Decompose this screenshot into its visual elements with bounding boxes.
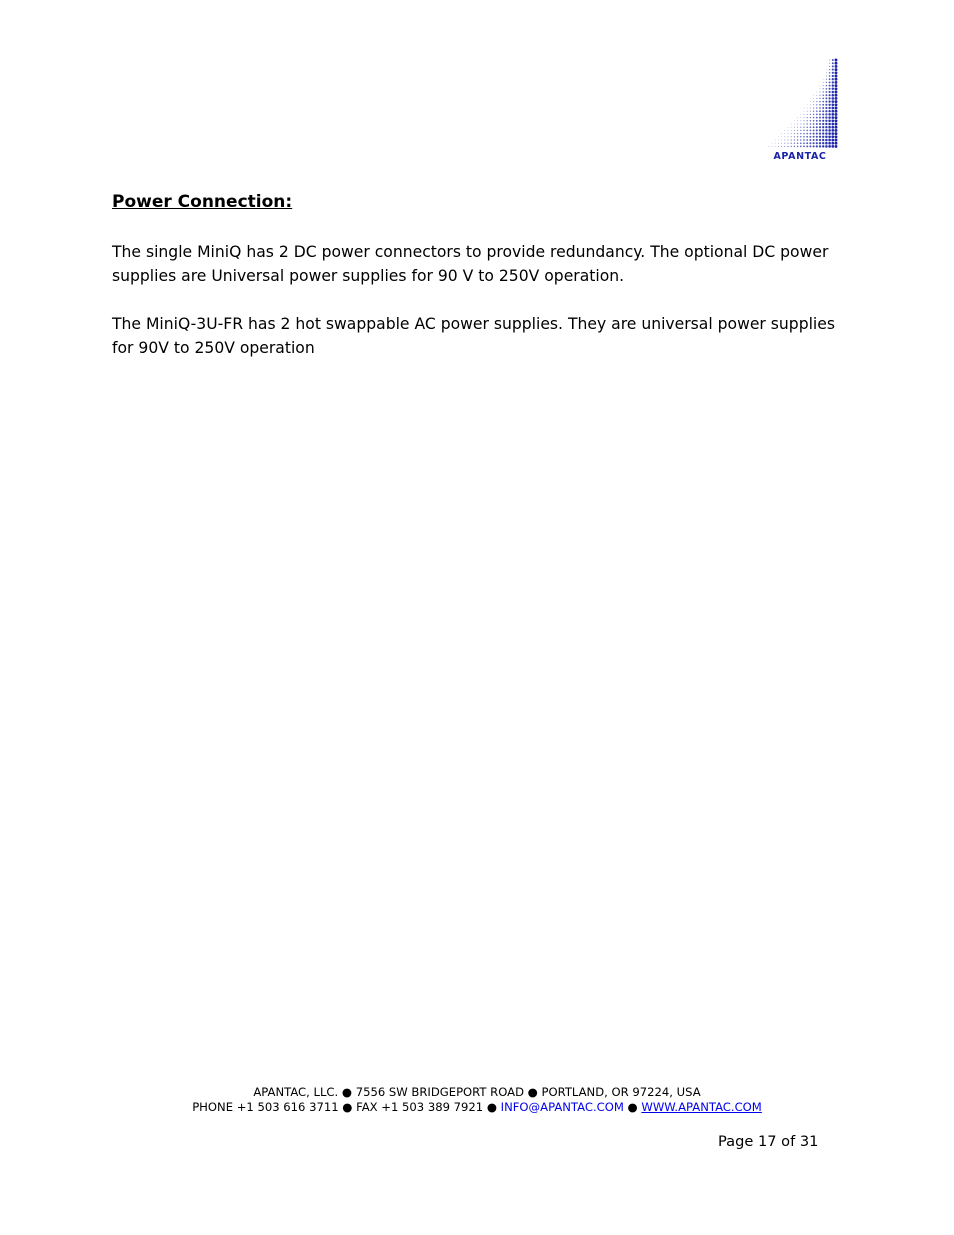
footer-address: APANTAC, LLC. ● 7556 SW BRIDGEPORT ROAD ● PORTLAND, OR 97224, USA [253,1085,701,1099]
paragraph-miniq-3u-fr-power: The MiniQ-3U-FR has 2 hot swappable AC power supplies. They are universal power supplies for 90V to 250V operation [112,315,835,357]
page-number: Page 17 of 31 [718,1133,819,1150]
paragraph-miniq-power: The single MiniQ has 2 DC power connectors to provide redundancy. The optional DC power supplies are Universal power supplies for 90 V to 250V operation. [112,243,829,285]
footer-separator: ● [623,1100,642,1114]
apantac-logo-mark-icon [760,58,840,164]
footer-phone-fax: PHONE +1 503 616 3711 ● FAX +1 503 389 7921 ● [192,1100,501,1114]
logo-wordmark: APANTAC [773,151,827,162]
apantac-logo [760,58,840,164]
section-heading: Power Connection: [112,192,293,212]
footer-website-link[interactable]: WWW.APANTAC.COM [641,1100,762,1114]
footer-contact [0,1100,954,1115]
footer-email[interactable]: INFO@APANTAC.COM [500,1100,624,1114]
